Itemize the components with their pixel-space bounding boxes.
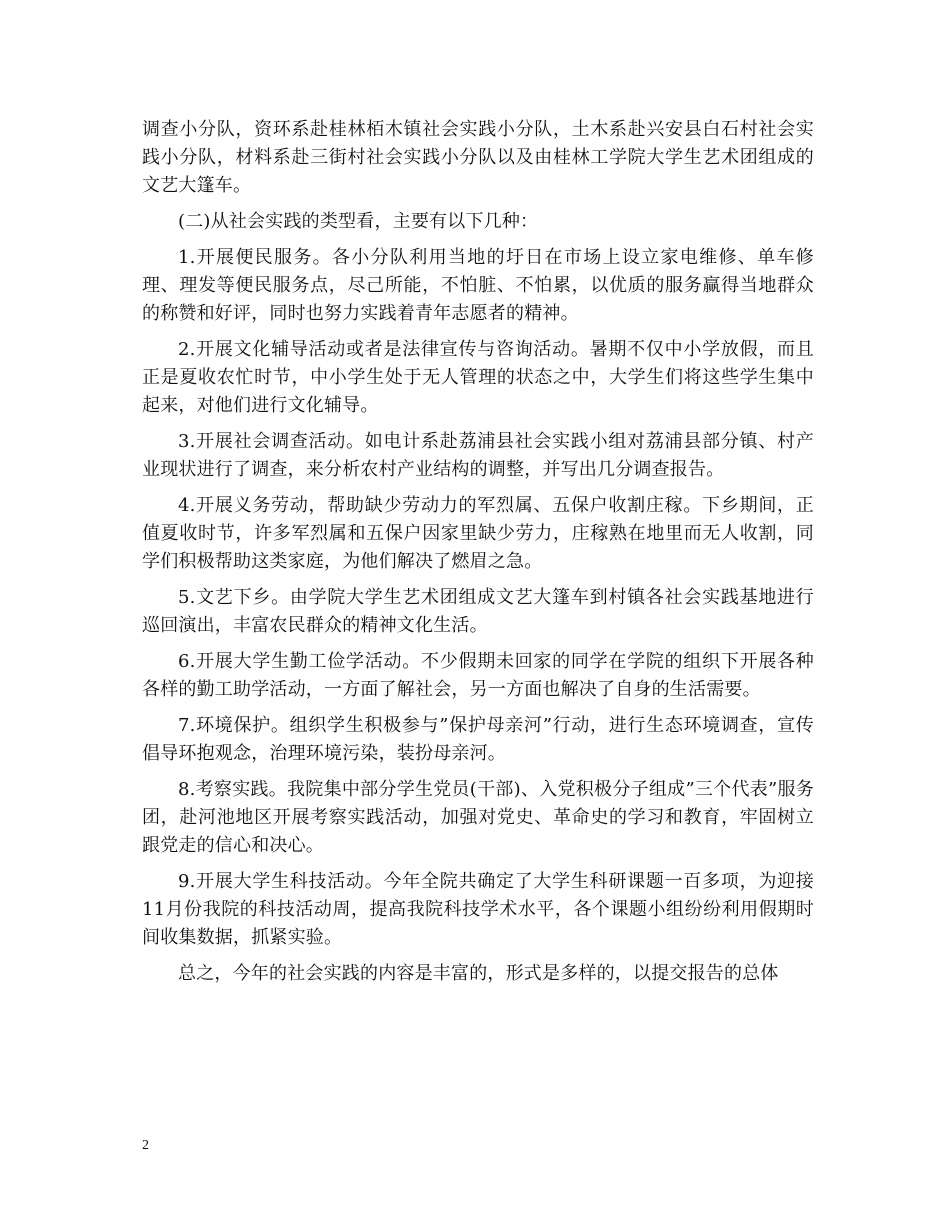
paragraph-item-4: 4.开展义务劳动，帮助缺少劳动力的军烈属、五保户收割庄稼。下乡期间，正值夏收时节，许多军烈属和五保户因家里缺少劳力，庄稼熟在地里而无人收割，同学们积极帮助这类家庭，为他们解决了燃眉之急。 bbox=[142, 495, 814, 572]
paragraph-section-heading: (二)从社会实践的类型看，主要有以下几种： bbox=[178, 211, 539, 232]
paragraph-item-8: 8.考察实践。我院集中部分学生党员(干部)、入党积极分子组成”三个代表”服务团，赴河池地区开展考察实践活动，加强对党史、革命史的学习和教育，牢固树立跟党走的信心和决心。 bbox=[142, 779, 814, 856]
page-number: 2 bbox=[142, 1138, 149, 1153]
paragraph-item-3: 3.开展社会调查活动。如电计系赴荔浦县社会实践小组对荔浦县部分镇、村产业现状进行了调查，来分析农村产业结构的调整，并写出几分调查报告。 bbox=[142, 431, 814, 480]
paragraph-item-6: 6.开展大学生勤工俭学活动。不少假期未回家的同学在学院的组织下开展各种各样的勤工助学活动，一方面了解社会，另一方面也解决了自身的生活需要。 bbox=[142, 651, 814, 700]
document-body bbox=[142, 116, 814, 996]
paragraph-summary: 总之，今年的社会实践的内容是丰富的，形式是多样的，以提交报告的总体 bbox=[178, 963, 779, 984]
paragraph-continuation: 调查小分队，资环系赴桂林栢木镇社会实践小分队，土木系赴兴安县白石村社会实践小分队，材料系赴三街村社会实践小分队以及由桂林工学院大学生艺术团组成的文艺大篷车。 bbox=[142, 119, 814, 196]
paragraph-item-2: 2.开展文化辅导活动或者是法律宣传与咨询活动。暑期不仅中小学放假，而且正是夏收农忙时节，中小学生处于无人管理的状态之中，大学生们将这些学生集中起来，对他们进行文化辅导。 bbox=[142, 339, 814, 416]
paragraph-item-7: 7.环境保护。组织学生积极参与”保护母亲河”行动，进行生态环境调查，宣传倡导环抱观念，治理环境污染，装扮母亲河。 bbox=[142, 715, 814, 764]
paragraph-item-5: 5.文艺下乡。由学院大学生艺术团组成文艺大篷车到村镇各社会实践基地进行巡回演出，丰富农民群众的精神文化生活。 bbox=[142, 587, 814, 636]
paragraph-item-9: 9.开展大学生科技活动。今年全院共确定了大学生科研课题一百多项，为迎接11月份我院的科技活动周，提高我院科技学术水平，各个课题小组纷纷利用假期时间收集数据，抓紧实验。 bbox=[142, 871, 814, 948]
paragraph-item-1: 1.开展便民服务。各小分队利用当地的圩日在市场上设立家电维修、单车修理、理发等便民服务点，尽己所能，不怕脏、不怕累，以优质的服务赢得当地群众的称赞和好评，同时也努力实践着青年志愿者的精神。 bbox=[142, 247, 814, 324]
